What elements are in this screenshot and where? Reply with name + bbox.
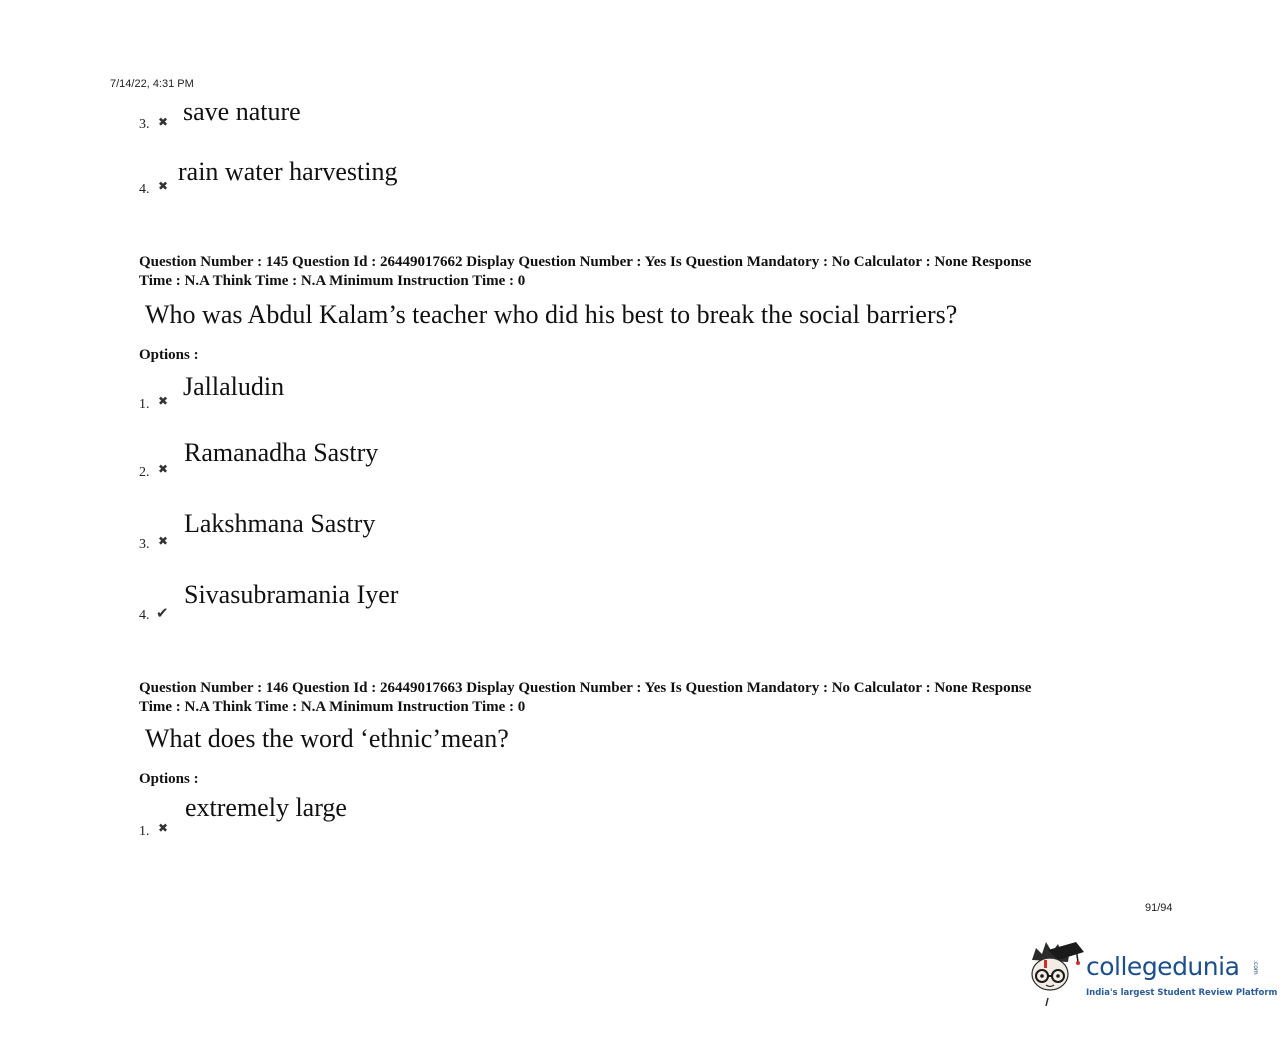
question-meta-line: Time : N.A Think Time : N.A Minimum Instruction Time : 0 <box>139 699 526 715</box>
logo-suffix: .com <box>1252 960 1259 975</box>
question-text: What does the word ‘ethnic’mean? <box>145 724 509 753</box>
page-number: 91/94 <box>1145 902 1173 914</box>
question-meta <box>139 253 1149 291</box>
option-text: Sivasubramania Iyer <box>184 580 399 609</box>
options-label: Options : <box>139 347 199 363</box>
option-number: 3. <box>139 537 150 552</box>
cross-icon: ✖ <box>158 462 169 476</box>
question-meta <box>139 679 1149 717</box>
option-text: Ramanadha Sastry <box>184 438 379 467</box>
logo-name: collegedunia <box>1086 952 1240 981</box>
options-label: Options : <box>139 771 199 787</box>
option-number: 1. <box>139 397 150 412</box>
option-text: Lakshmana Sastry <box>184 509 376 538</box>
cross-icon: ✖ <box>158 821 169 835</box>
option-number: 4. <box>139 182 150 197</box>
cross-icon: ✖ <box>158 394 169 408</box>
cross-icon: ✖ <box>158 534 169 548</box>
question-text: Who was Abdul Kalam’s teacher who did his best to break the social barriers? <box>145 300 958 329</box>
question-meta-line: Time : N.A Think Time : N.A Minimum Instruction Time : 0 <box>139 273 526 289</box>
option-text: save nature <box>183 97 301 126</box>
option-text: rain water harvesting <box>178 157 398 186</box>
option-number: 1. <box>139 824 150 839</box>
logo-tagline: India's largest Student Review Platform <box>1086 988 1278 998</box>
cross-icon: ✖ <box>158 115 169 129</box>
option-number: 2. <box>139 465 150 480</box>
cross-icon: ✖ <box>158 179 169 193</box>
check-icon: ✔ <box>156 604 169 622</box>
option-number: 4. <box>139 608 150 623</box>
question-meta-line: Question Number : 146 Question Id : 26449017663 Display Question Number : Yes Is Question Mandatory : No Calculator : None Response <box>139 680 1032 696</box>
mascot-icon <box>1024 938 1086 1008</box>
collegedunia-logo <box>1024 938 1278 1010</box>
question-meta-line: Question Number : 145 Question Id : 26449017662 Display Question Number : Yes Is Question Mandatory : No Calculator : None Response <box>139 254 1032 270</box>
option-number: 3. <box>139 117 150 132</box>
option-text: extremely large <box>185 793 347 822</box>
print-timestamp: 7/14/22, 4:31 PM <box>110 78 194 90</box>
option-text: Jallaludin <box>183 372 285 401</box>
